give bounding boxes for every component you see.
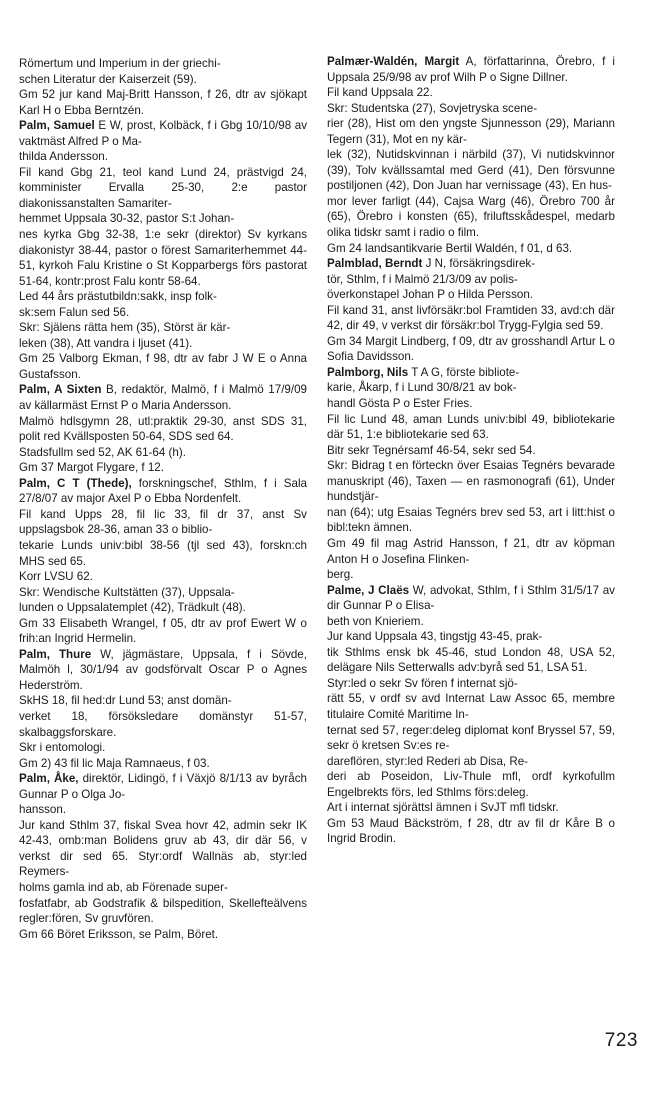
text-line: Jur kand Sthlm 37, fiskal Svea hovr 42, bbox=[19, 818, 230, 832]
text-line: tik Sthlms ensk bk 45-46, stud London bbox=[327, 645, 542, 659]
entry-head-paragraph bbox=[327, 256, 615, 303]
text-line: Gm 25 Valborg Ekman, f 98, dtr av fabr bbox=[19, 352, 229, 366]
text-line: i radio o film. bbox=[413, 226, 480, 240]
text-line: Fil kand Gbg 21, teol kand Lund 24, bbox=[19, 165, 230, 179]
entry-paragraph bbox=[19, 585, 307, 616]
entry-head-paragraph bbox=[19, 476, 307, 507]
text-line: Palmborg, Nils T A G, förste bibliote- bbox=[327, 365, 520, 379]
text-line: schen Literatur der Kaiserzeit (59). bbox=[19, 72, 197, 86]
text-line: P o Signe Dillner. bbox=[479, 70, 568, 84]
text-line: Palm, Thure W, jägmästare, Uppsala, f bbox=[19, 647, 251, 661]
text-line: prof Ewert W o frih:an Ingrid Hermelin. bbox=[19, 616, 308, 646]
text-line: Gm 34 Margit Lindberg, f 09, dtr av bbox=[327, 334, 508, 348]
entry-paragraph bbox=[19, 818, 307, 927]
text-line: Gm 52 jur kand Maj-Britt Hansson, f 26, bbox=[19, 88, 232, 102]
text-line: kyrkofullm Engelbrekts förs, led Sthlms bbox=[327, 770, 615, 799]
entry-paragraph bbox=[19, 616, 307, 647]
text-line: Jur kand Uppsala 43, tingstjg 43-45, prak- bbox=[327, 630, 543, 644]
entry-head-paragraph bbox=[19, 771, 307, 818]
text-line: (48). bbox=[222, 601, 246, 615]
entry-paragraph bbox=[19, 351, 307, 382]
entry-name: Palmblad, Berndt bbox=[327, 257, 423, 271]
text-line: J W E o Anna Gustafsson. bbox=[19, 352, 307, 381]
text-line: av köpman Anton H o Josefina Flinken- bbox=[327, 536, 615, 566]
text-line: thilda Andersson. bbox=[19, 150, 108, 164]
text-line: admin sekr IK 42-43, omb:man Bolidens bbox=[19, 818, 307, 848]
text-line: Gm 24 landsantikvarie Bertil Waldén, f bbox=[327, 241, 524, 255]
text-line: tidskr. bbox=[528, 801, 559, 815]
entry-paragraph bbox=[327, 458, 615, 536]
text-line: skalbaggsforskare. bbox=[19, 725, 117, 739]
entry-name: Palme, J Claës bbox=[327, 583, 410, 597]
text-line: gruv ab 43, dir där 56, v verkst dir sed 65. bbox=[19, 834, 307, 863]
text-line: beth von Knieriem. bbox=[327, 614, 424, 628]
text-line: ternat sed 57, reger:deleg diplomat konf bbox=[327, 723, 534, 737]
entry-paragraph bbox=[327, 676, 615, 800]
entry-head-paragraph bbox=[327, 583, 615, 630]
right-column bbox=[327, 54, 615, 847]
text-line: 33, avd:ch där 42, dir 49, v verkst dir bbox=[327, 303, 615, 333]
text-line: forskn:ch MHS sed 65. bbox=[19, 538, 307, 568]
entry-paragraph bbox=[19, 56, 307, 87]
entry-paragraph bbox=[19, 87, 307, 118]
text-line: rätt 55, v ordf sv avd Internat Law Assoc bbox=[327, 692, 547, 706]
text-line: Gbg 10/10/98 av vaktmäst Alfred P o Ma- bbox=[19, 119, 308, 148]
text-line: Malmö 17/9/09 av källarmäst Ernst P o bbox=[19, 383, 307, 413]
text-line: leken (38), Att vandra i ljuset (41). bbox=[19, 336, 193, 350]
entry-head-paragraph bbox=[327, 54, 615, 85]
text-line: f i Sala 27/8/07 av major Axel P o Ebba bbox=[19, 476, 307, 506]
text-line: dr Kåre B o Ingrid Brodin. bbox=[327, 816, 615, 846]
entry-name: Palm, A Sixten bbox=[19, 383, 102, 397]
text-line: Korr LVSU 62. bbox=[19, 570, 93, 584]
text-line: karie, Åkarp, f i Lund 30/8/21 av bok- bbox=[327, 381, 517, 395]
text-line: SDS 31, polit red Kvällsposten 50-64, SDS bbox=[19, 414, 308, 444]
text-line: Don Juan har vernissage (43), En hus- bbox=[412, 179, 612, 193]
text-line: mor lever farligt (44), Cajsa Warg (46), bbox=[327, 194, 535, 208]
text-line: Skr: Själens rätta hem (35), Störst är kär- bbox=[19, 321, 231, 335]
text-line: holms gamla ind ab, ab Förenade super- bbox=[19, 880, 228, 894]
text-line: Skr: Studentska (27), Sovjetryska scene- bbox=[327, 101, 538, 115]
text-line: försäkr:bol Trygg-Fylgia sed 59. bbox=[441, 319, 604, 333]
text-line: Led 44 års prästutbildn:sakk, insp folk- bbox=[19, 290, 217, 304]
entry-paragraph bbox=[19, 740, 307, 756]
text-line: dtr av sjökapt Karl H o Ebba Berntzén. bbox=[19, 88, 307, 117]
text-line: Gm 33 Elisabeth Wrangel, f 05, dtr av bbox=[19, 616, 222, 630]
entry-head-paragraph bbox=[327, 365, 615, 412]
text-line: Styr:ordf Wallnäs ab, styr:led Reymers- bbox=[19, 849, 308, 879]
text-line: lek (32), Nutidskvinnan i närbild (37), Vi bbox=[327, 148, 542, 162]
entry-paragraph bbox=[327, 629, 615, 676]
entry-paragraph bbox=[327, 443, 615, 459]
text-line: Bitr sekr Tegnérsamf 46-54, sekr sed 54. bbox=[327, 443, 536, 457]
text-line: nes kyrka Gbg 32-38, 1:e sekr (direktor) bbox=[19, 228, 242, 242]
text-line: Römertum und Imperium in der griechi- bbox=[19, 57, 221, 70]
entry-paragraph bbox=[19, 320, 307, 351]
text-line: sk:sem Falun sed 56. bbox=[19, 305, 130, 319]
text-line: Palmblad, Berndt J N, försäkringsdirek- bbox=[327, 257, 536, 271]
text-line: art i litt:hist o bibl:tekn ämnen. bbox=[327, 505, 615, 535]
text-line: Malmö hdlsgymn 28, utl:praktik 29-30, anst bbox=[19, 414, 255, 428]
text-line: 65, membre titulaire Comité Maritime In- bbox=[327, 692, 615, 721]
left-column bbox=[19, 56, 307, 942]
text-line: nutidskvinnor (39), Tolv kvällssamtal med bbox=[327, 148, 615, 177]
entry-paragraph bbox=[19, 445, 307, 461]
text-line: hansson. bbox=[19, 803, 67, 817]
text-line: Palm, Åke, direktör, Lidingö, f i Växjö bbox=[19, 772, 216, 786]
text-line: nan (64); utg Esaias Tegnérs brev sed 53, bbox=[327, 505, 545, 519]
text-line: Örebro 700 år (65), Örebro i konsten (65), bbox=[327, 194, 615, 224]
text-line: Gm 37 Margot Flygare, f 12. bbox=[19, 461, 164, 475]
text-line: Fil kand Uppsala 22. bbox=[327, 86, 433, 100]
text-line: 51-64, kontr:prost Falu kontr 58-64. bbox=[19, 274, 201, 288]
text-line: Örebro, f i Uppsala 25/9/98 av prof Wilh bbox=[327, 55, 615, 84]
text-line: Skr i entomologi. bbox=[19, 741, 106, 755]
text-line: bibliotekarie där 51, 1:e bibliotekarie bbox=[327, 412, 615, 442]
text-line: 2:e pastor diakonissanstalten Samariter- bbox=[19, 181, 307, 210]
text-line: Palmær-Waldén, Margit A, författarinna, bbox=[327, 55, 549, 68]
text-line: Palm, Samuel E W, prost, Kolbäck, f i bbox=[19, 119, 217, 133]
entry-paragraph bbox=[19, 507, 307, 569]
text-line: tör, Sthlm, f i Malmö 21/3/09 av polis- bbox=[327, 272, 518, 286]
text-line: Skellefteälvens regler:fören, Sv gruvfören. bbox=[19, 896, 307, 926]
entry-paragraph bbox=[19, 289, 307, 320]
text-line: Gm 53 Maud Bäckström, f 28, dtr av fil bbox=[327, 816, 544, 830]
text-line: Palme, J Claës W, advokat, Sthlm, f i bbox=[327, 583, 524, 597]
text-line: lunden o Uppsalatemplet (42), Trädkult bbox=[19, 601, 219, 615]
text-line: i Sövde, Malmöh l, 30/1/94 av godsförvalt bbox=[19, 647, 307, 677]
entry-paragraph bbox=[327, 536, 615, 583]
entry-name: Palm, Samuel bbox=[19, 119, 95, 133]
entry-paragraph bbox=[327, 85, 615, 101]
text-line: rier (28), Hist om den yngste Sjunnesson bbox=[327, 117, 542, 131]
text-line: deri ab Poseidon, Liv-Thule mfl, ordf bbox=[327, 770, 552, 784]
text-line: Bryssel 57, 59, sekr ö kretsen Sv:es re- bbox=[327, 723, 615, 753]
text-line: dareflören, styr:led Rederi ab Disa, Re- bbox=[327, 754, 529, 768]
entry-paragraph bbox=[19, 569, 307, 585]
text-line: Sv kyrkans diakonistyr 38-44, pastor o bbox=[19, 228, 307, 257]
text-line: handl Gösta P o Ester Fries. bbox=[327, 397, 473, 411]
text-line: överkonstapel Johan P o Hilda Persson. bbox=[327, 288, 534, 302]
text-line: Fil kand Upps 28, fil lic 33, fil dr 37, anst bbox=[19, 507, 285, 521]
text-line: fosfatfabr, ab Godstrafik & bilspedition, bbox=[19, 896, 225, 910]
text-line: Tegnérs bevarade manuskript (46), Taxen bbox=[327, 459, 615, 488]
text-line: Palm, A Sixten B, redaktör, Malmö, f i bbox=[19, 383, 225, 397]
text-line: prästvigd 24, komminister Ervalla 25-30, bbox=[19, 165, 307, 195]
text-line: Oscar P o Agnes Hederström. bbox=[19, 663, 307, 692]
entry-paragraph bbox=[327, 334, 615, 365]
text-line: Skr: Wendische Kultstätten (37), Uppsala- bbox=[19, 585, 235, 599]
text-line: adv:byrå sed 51, LSA 51. bbox=[457, 661, 588, 675]
entry-paragraph bbox=[19, 414, 307, 445]
text-line: Nordenfelt. bbox=[184, 492, 242, 506]
entry-name: Palm, C T (Thede), bbox=[19, 476, 132, 490]
text-line: 01, d 63. bbox=[526, 241, 573, 255]
entry-paragraph bbox=[327, 101, 615, 241]
text-line: Gm 66 Böret Eriksson, se Palm, Böret. bbox=[19, 927, 219, 941]
text-line: förs:deleg. bbox=[474, 785, 529, 799]
text-line: SkHS 18, fil hed:dr Lund 53; anst domän- bbox=[19, 694, 232, 708]
entry-name: Palm, Åke, bbox=[19, 772, 79, 786]
text-line: Sv uppslagsbok 28-36, aman 33 o biblio- bbox=[19, 507, 307, 537]
text-line: Fil lic Lund 48, aman Lunds univ:bibl 49, bbox=[327, 412, 548, 426]
text-line: tekarie Lunds univ:bibl 38-56 (tjl sed 43), bbox=[19, 538, 253, 552]
text-line: sed 63. bbox=[450, 428, 489, 442]
text-line: Art i internat sjörättsl ämnen i SvJT mfl bbox=[327, 801, 526, 815]
text-line: berg. bbox=[327, 568, 354, 582]
entry-head-paragraph bbox=[19, 118, 307, 165]
page-number: 723 bbox=[604, 1030, 638, 1051]
text-line: grosshandl Artur L o Sofia Davidsson. bbox=[327, 334, 615, 364]
text-line: Stadsfullm sed 52, AK 61-64 (h). bbox=[19, 445, 186, 459]
text-line: sed 64. bbox=[195, 430, 234, 444]
entry-name: Palmborg, Nils bbox=[327, 365, 409, 379]
entry-paragraph bbox=[327, 816, 615, 847]
entry-paragraph bbox=[327, 412, 615, 443]
text-line: (29), Mariann Tegern (31), Mot en ny kär- bbox=[327, 117, 616, 146]
entry-paragraph bbox=[19, 165, 307, 289]
entry-name: Palm, Thure bbox=[19, 647, 92, 661]
text-line: Gm 2) 43 fil lic Maja Ramnaeus, f 03. bbox=[19, 756, 210, 770]
text-line: Gerd (41), Den försvunne postiljonen (42), bbox=[327, 163, 615, 193]
text-line: Fil kand 31, anst livförsäkr:bol Framtiden bbox=[327, 303, 538, 317]
text-line: Sthlm 31/5/17 av dir Gunnar P o Elisa- bbox=[327, 583, 615, 613]
entry-paragraph bbox=[327, 800, 615, 816]
entry-head-paragraph bbox=[19, 647, 307, 694]
entry-name: Palmær-Waldén, Margit bbox=[327, 55, 460, 68]
entry-paragraph bbox=[19, 756, 307, 772]
text-line: Skr: Bidrag t en förteckn över Esaias bbox=[327, 459, 519, 473]
text-line: Kristine o St Kopparbergs förs pastorat bbox=[103, 259, 307, 273]
text-line: friluftsskådespel, medarb olika tidskr samt bbox=[327, 210, 615, 240]
text-line: Gm 49 fil mag Astrid Hansson, f 21, dtr bbox=[327, 536, 550, 550]
text-line: förest Samariterhemmet 44-51, kyrkoh Falu bbox=[19, 243, 307, 273]
text-line: — en rasmonografi (61), Under hundstjär- bbox=[327, 474, 615, 504]
text-line: 48, USA 52, delägare Nils Setterwalls bbox=[327, 645, 616, 675]
text-line: Palm, C T (Thede), forskningschef, Sthlm, bbox=[19, 476, 257, 490]
entry-head-paragraph bbox=[19, 382, 307, 413]
text-line: 8/1/13 av byråch Gunnar P o Olga Jo- bbox=[19, 772, 307, 801]
text-line: Maria Andersson. bbox=[141, 399, 232, 413]
entry-paragraph bbox=[327, 303, 615, 334]
text-line: verket 18, försöksledare domänstyr 51-57, bbox=[19, 709, 307, 723]
text-line: hemmet Uppsala 30-32, pastor S:t Johan- bbox=[19, 212, 235, 226]
entry-paragraph bbox=[19, 460, 307, 476]
text-line: Styr:led o sekr Sv fören f internat sjö- bbox=[327, 676, 518, 690]
entry-paragraph bbox=[19, 927, 307, 943]
entry-paragraph bbox=[327, 241, 615, 257]
entry-paragraph bbox=[19, 693, 307, 740]
